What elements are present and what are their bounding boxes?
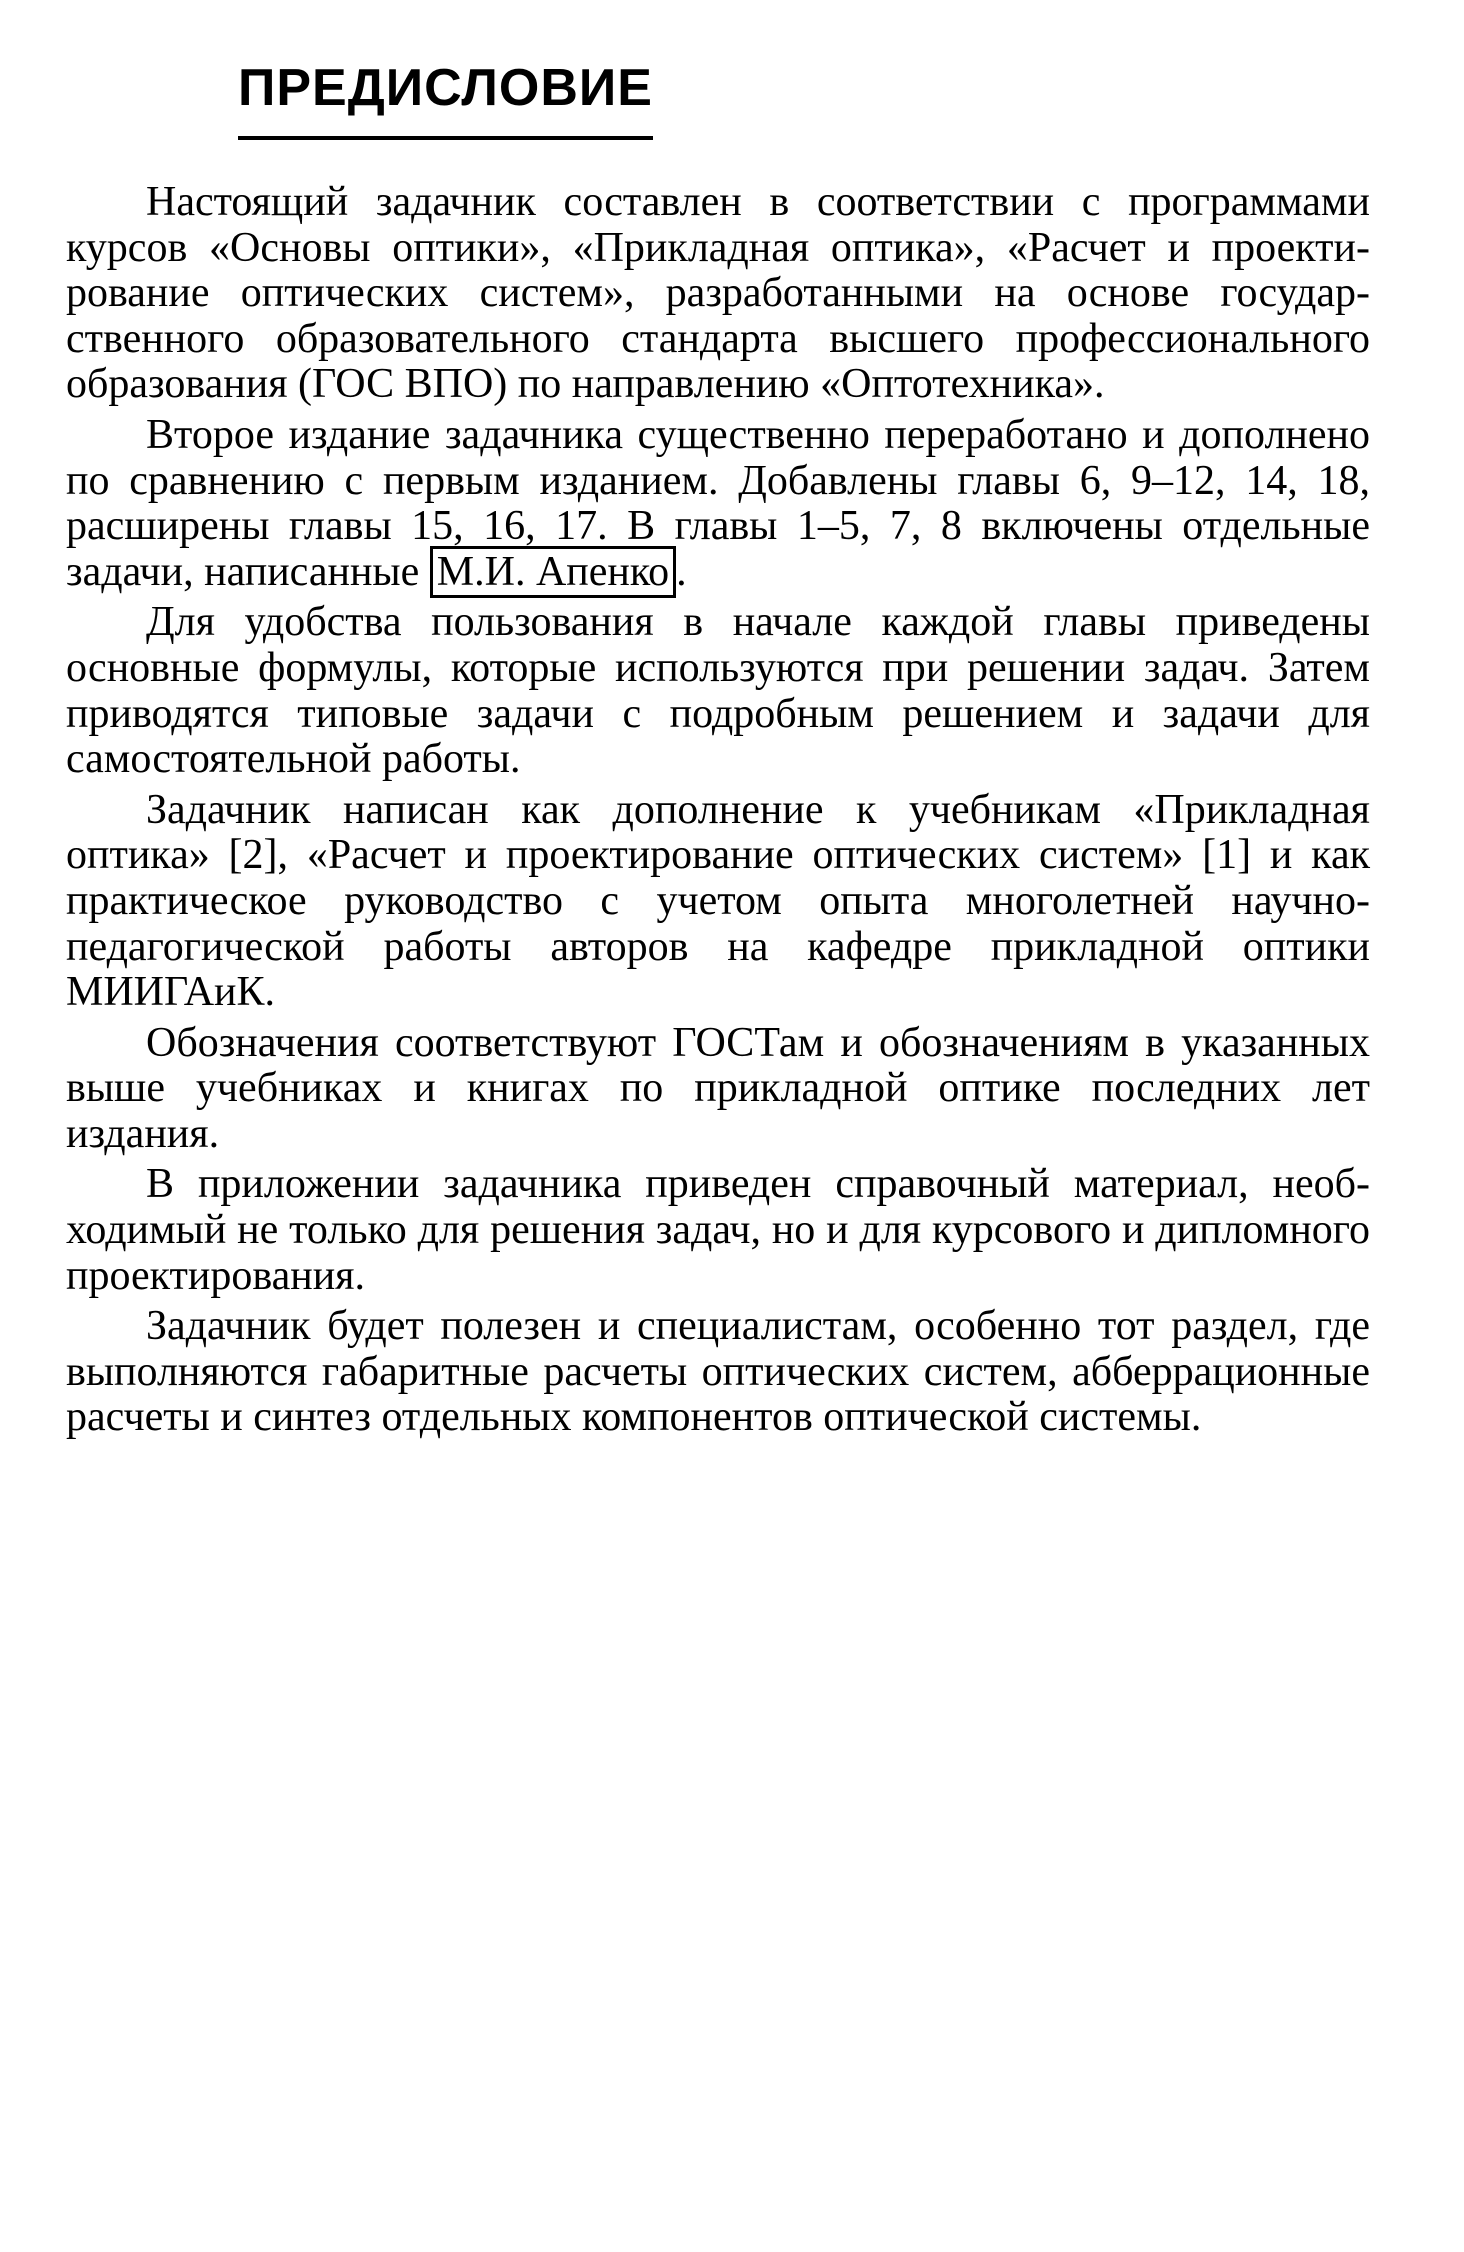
paragraph-2-end: . [676, 548, 687, 595]
paragraph-5: Обозначения соответствуют ГОСТам и обозначениям в указанных выше учебниках и книгах по прикладной оптике последних лет издания. [66, 1019, 1370, 1157]
paragraph-3: Для удобства пользования в начале каждой главы приведены основные формулы, которые используются при решении задач. Затем приводятся типовые задачи с подробным решением и задачи для самостоятельной работы. [66, 599, 1370, 783]
paragraph-1: Настоящий задачник составлен в соответствии с программами курсов «Основы оптики», «Прикладная оптика», «Расчет и проектирование оптических систем», разработанными на основе государственного образовательного стандарта высшего профессионального образования (ГОС ВПО) по направлению «Оптотехника». [66, 179, 1370, 408]
paragraph-2-text: Второе издание задачника существенно переработано и дополнено по сравнению с первым изданием. Добавлены главы 6, 9–12, 14, 18, расширены главы 15, 16, 17. В главы 1–5, 7, 8 включены отдельные задачи, написанные [66, 411, 1370, 595]
author-name-box: М.И. Апенко [430, 546, 676, 598]
paragraph-4: Задачник написан как дополнение к учебникам «Прикладная оптика» [2], «Расчет и проектирование оптических систем» [1] и как практическое руководство с учетом опыта многолетней научно-педагогической работы авторов на кафедре прикладной оптики МИИГАиК. [66, 786, 1370, 1016]
paragraph-2 [66, 413, 1370, 595]
heading-block [238, 59, 653, 140]
page-title: ПРЕДИСЛОВИЕ [238, 62, 653, 140]
paragraph-6: В приложении задачника приведен справочный материал, необходимый не только для решения задач, но и для курсового и дипломного проектирования. [66, 1161, 1370, 1299]
paragraph-7: Задачник будет полезен и специалистам, особенно тот раздел, где выполняются габаритные расчеты оптических систем, абберрационные расчеты и синтез отдельных компонентов оптической системы. [66, 1303, 1370, 1441]
preface-body [66, 180, 1370, 1446]
